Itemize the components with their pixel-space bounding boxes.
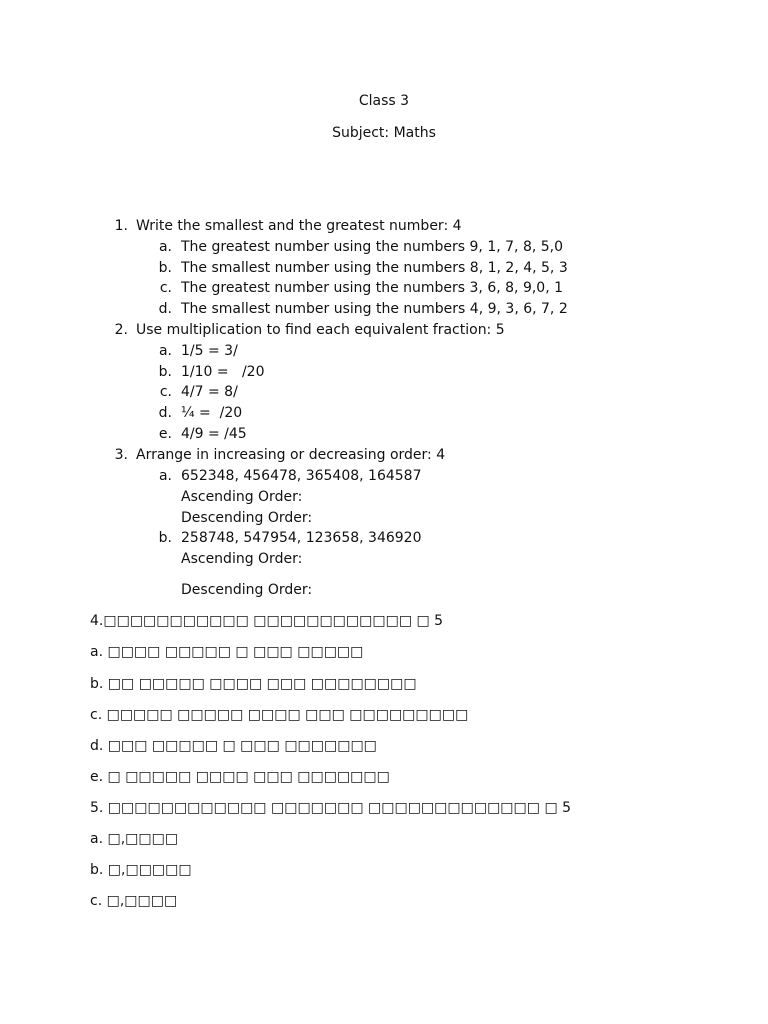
question-4-title: 4.□□□□□□□□□□□ □□□□□□□□□□□□ □ 5 <box>90 613 444 629</box>
q2-item-c-label: c. <box>159 384 172 400</box>
q3-item-b-descending: Descending Order: <box>181 582 313 598</box>
q5-item-c: c. □,□□□□ <box>90 893 178 909</box>
q4-item-a: a. □□□□ □□□□□ □ □□□ □□□□□ <box>90 644 364 660</box>
question-1-text: Write the smallest and the greatest number: 4 <box>136 218 462 234</box>
q2-item-c-text: 4/7 = 8/ <box>181 384 238 400</box>
q1-item-d-text: The smallest number using the numbers 4, 9, 3, 6, 7, 2 <box>181 301 568 317</box>
q3-item-b-text: 258748, 547954, 123658, 346920 <box>181 530 422 546</box>
q2-item-a-label: a. <box>158 343 172 359</box>
question-2-number: 2. <box>114 322 128 338</box>
question-3-text: Arrange in increasing or decreasing order: 4 <box>136 447 446 463</box>
class-title: Class 3 <box>358 93 410 109</box>
question-3-number: 3. <box>114 447 128 463</box>
q5-item-a: a. □,□□□□ <box>90 831 179 847</box>
q5-item-b: b. □,□□□□□ <box>90 862 192 878</box>
q1-item-c-label: c. <box>159 280 172 296</box>
q2-item-e-label: e. <box>158 426 172 442</box>
q1-item-a-label: a. <box>158 239 172 255</box>
subject-title: Subject: Maths <box>332 125 436 141</box>
q4-item-d: d. □□□ □□□□□ □ □□□ □□□□□□□ <box>90 738 377 754</box>
q3-item-a-text: 652348, 456478, 365408, 164587 <box>181 468 422 484</box>
q2-item-b-text: 1/10 = /20 <box>181 364 265 380</box>
q2-item-e-text: 4/9 = /45 <box>181 426 247 442</box>
q1-item-c-text: The greatest number using the numbers 3, 6, 8, 9,0, 1 <box>181 280 564 296</box>
q1-item-b-text: The smallest number using the numbers 8, 1, 2, 4, 5, 3 <box>181 260 568 276</box>
q3-item-a-ascending: Ascending Order: <box>181 489 303 505</box>
question-1-number: 1. <box>114 218 128 234</box>
q2-item-b-label: b. <box>158 364 172 380</box>
q3-item-b-label: b. <box>158 530 172 546</box>
q3-item-a-descending: Descending Order: <box>181 510 313 526</box>
q4-item-b: b. □□ □□□□□ □□□□ □□□ □□□□□□□□ <box>90 676 417 692</box>
q3-item-b-ascending: Ascending Order: <box>181 551 303 567</box>
q4-item-c: c. □□□□□ □□□□□ □□□□ □□□ □□□□□□□□□ <box>90 707 469 723</box>
q1-item-a-text: The greatest number using the numbers 9, 1, 7, 8, 5,0 <box>181 239 564 255</box>
q1-item-d-label: d. <box>158 301 172 317</box>
question-5-title: 5. □□□□□□□□□□□□ □□□□□□□ □□□□□□□□□□□□□ □ 5 <box>90 800 572 816</box>
q2-item-a-text: 1/5 = 3/ <box>181 343 238 359</box>
q4-item-e: e. □ □□□□□ □□□□ □□□ □□□□□□□ <box>90 769 390 785</box>
question-2-text: Use multiplication to find each equivalent fraction: 5 <box>136 322 505 338</box>
q2-item-d-text: ¼ = /20 <box>181 405 243 421</box>
q3-item-a-label: a. <box>158 468 172 484</box>
q1-item-b-label: b. <box>158 260 172 276</box>
q2-item-d-label: d. <box>158 405 172 421</box>
